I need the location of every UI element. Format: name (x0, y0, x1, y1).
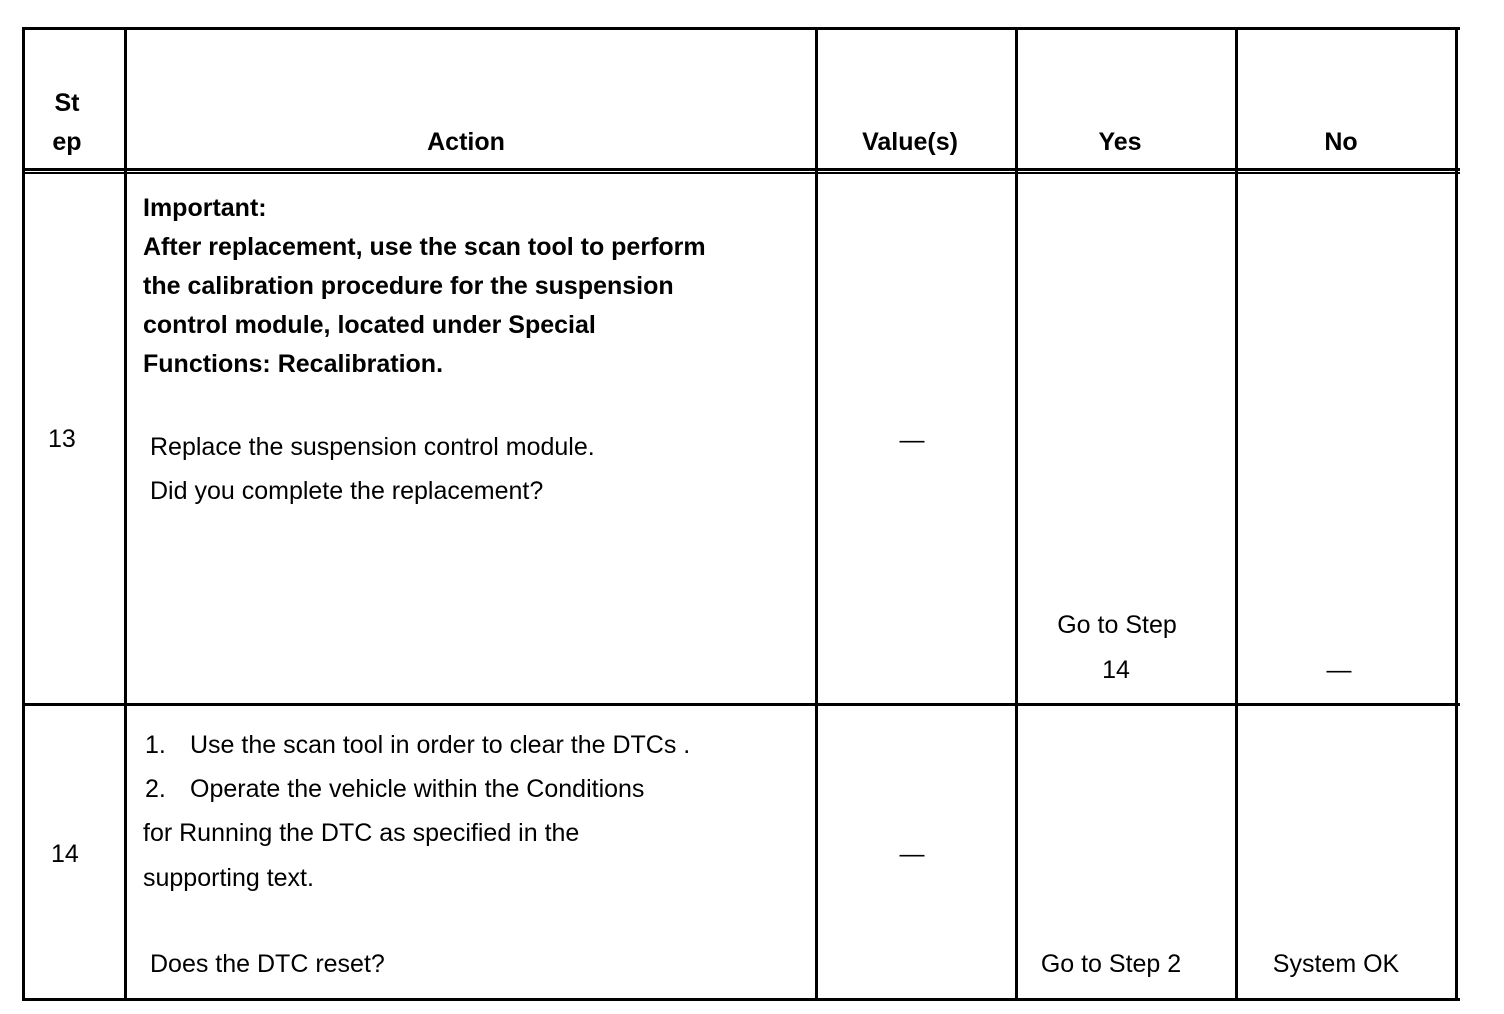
list-cont-line-2: supporting text. (143, 864, 314, 892)
header-step-line1: St (54, 89, 80, 117)
list-cont-line-1: for Running the DTC as specified in the (143, 819, 580, 847)
important-label: Important: (143, 194, 267, 222)
list-item-1-num: 1. (145, 731, 166, 759)
important-line-2: the calibration procedure for the suspension (143, 272, 674, 300)
header-divider (22, 168, 1460, 171)
table-border-left (22, 27, 25, 1001)
col-divider-action (815, 27, 818, 1001)
list-item-1-text: Use the scan tool in order to clear the DTCs . (190, 731, 691, 759)
row-14-question: Does the DTC reset? (150, 950, 385, 978)
important-line-3: control module, located under Special (143, 311, 596, 339)
table-border-bottom (22, 998, 1460, 1001)
important-line-1: After replacement, use the scan tool to perform (143, 233, 706, 261)
list-item-2-text: Operate the vehicle within the Conditions (190, 775, 645, 803)
table-border-right (1455, 27, 1458, 1001)
row-13-no: — (1326, 656, 1352, 684)
row-13-action-line-1: Replace the suspension control module. (150, 433, 595, 461)
row-13-step: 13 (48, 425, 76, 453)
col-divider-values (1015, 27, 1018, 1001)
header-step-line2: ep (52, 128, 82, 156)
table-border-top (22, 27, 1460, 30)
row-13-action-line-2: Did you complete the replacement? (150, 477, 544, 505)
header-values: Value(s) (862, 128, 958, 156)
row-14-step: 14 (51, 840, 79, 868)
header-divider-2 (22, 172, 1460, 174)
header-no: No (1324, 128, 1358, 156)
important-line-4: Functions: Recalibration. (143, 350, 444, 378)
row-13-yes-line-1: Go to Step (1057, 611, 1177, 639)
row-13-yes-line-2: 14 (1102, 656, 1130, 684)
col-divider-yes (1235, 27, 1238, 1001)
header-action: Action (427, 128, 505, 156)
row-13-value: — (899, 426, 925, 454)
row-14-value: — (899, 840, 925, 868)
row-14-yes: Go to Step 2 (1040, 950, 1182, 978)
col-divider-step (124, 27, 127, 1001)
list-item-2-num: 2. (145, 775, 166, 803)
row-14-no: System OK (1272, 950, 1400, 978)
header-yes: Yes (1098, 128, 1142, 156)
row-divider (22, 703, 1460, 706)
